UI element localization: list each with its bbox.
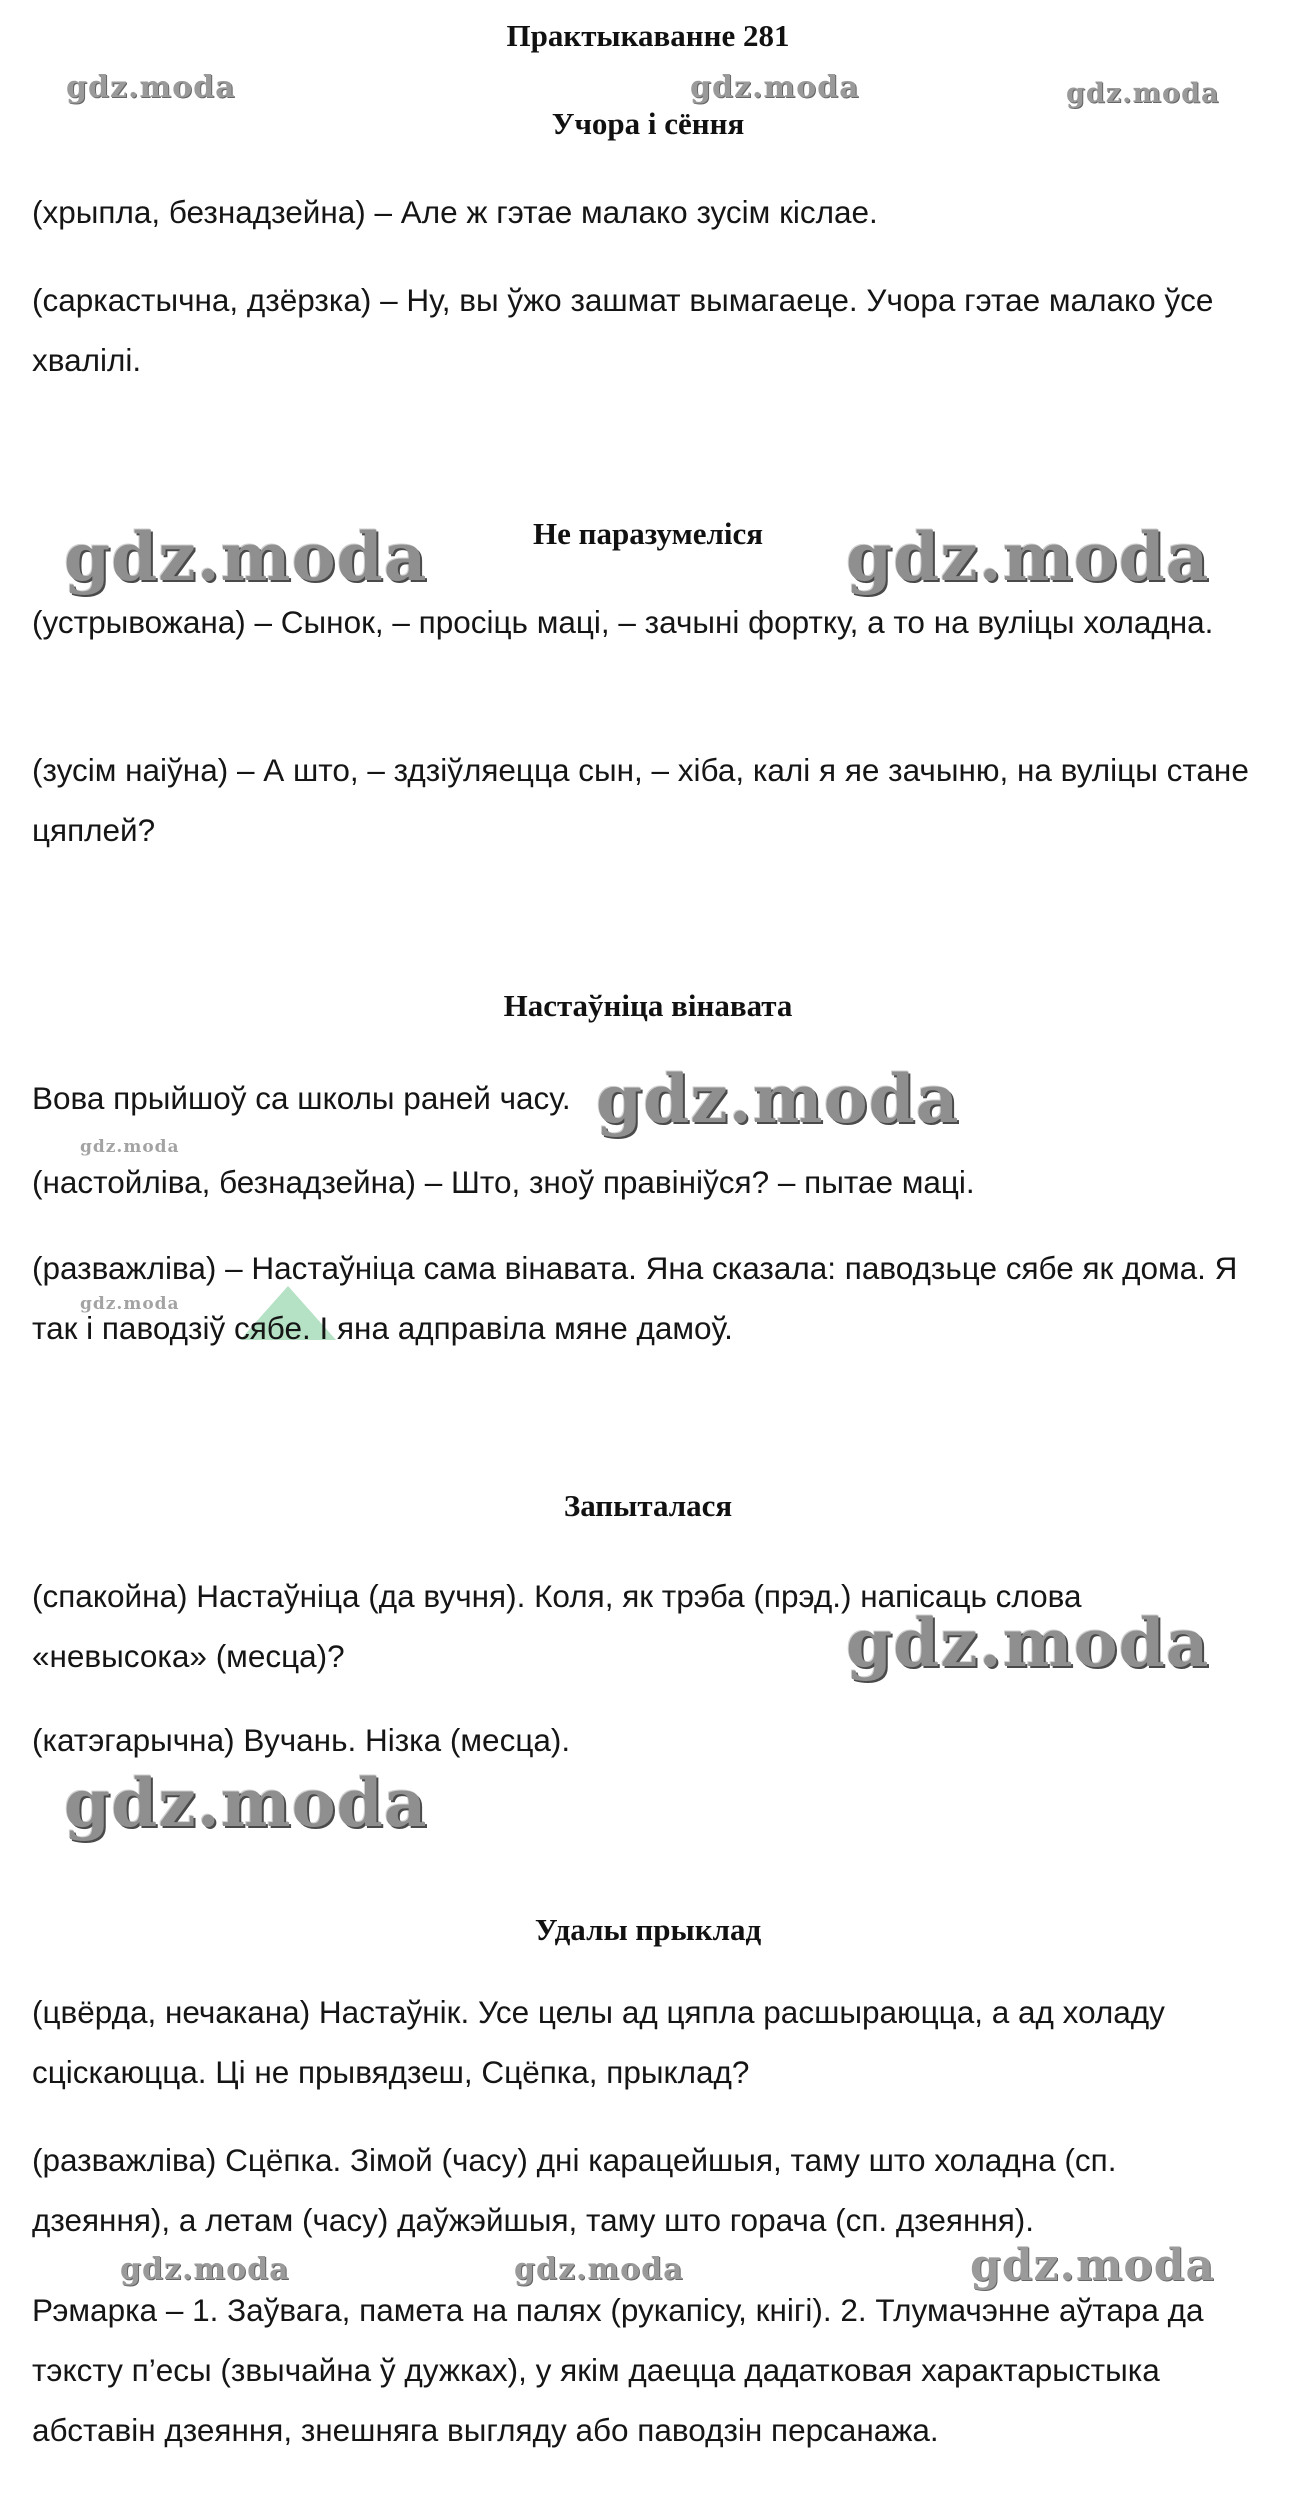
paragraph: (спакойна) Настаўніца (да вучня). Коля, як трэба (прэд.) напісаць слова «невысока» (месца)? [32,1578,1082,1674]
watermark: gdz.moda [846,1604,1210,1682]
paragraph: (настойліва, безнадзейна) – Што, зноў правініўся? – пытае маці. [32,1164,975,1200]
paragraph: (устрывожана) – Сынок, – просіць маці, – зачыні фортку, а то на вуліцы холадна. [32,604,1214,640]
watermark: gdz.moda [690,70,860,105]
paragraph: (саркастычна, дзёрзка) – Ну, вы ўжо зашмат вымагаеце. Учора гэтае малако ўсе хвалілі. [32,282,1214,378]
section-heading: Не паразумеліся [532,516,764,551]
watermark: gdz.moda [970,2240,1216,2291]
watermark: gdz.moda [846,518,1210,596]
watermark: gdz.moda [1066,78,1220,109]
watermark: gdz.moda [64,1764,428,1842]
paragraph: (зусім наіўна) – А што, – здзіўляецца сын, – хіба, калі я яе зачыню, на вуліцы стане цяплей? [32,752,1249,848]
watermark: gdz.moda [120,2252,290,2287]
watermark: gdz.moda [80,1294,180,1314]
section-heading: Удалы прыклад [534,1912,762,1947]
watermark: gdz.moda [64,518,428,596]
section-heading: Запыталася [563,1488,733,1523]
paragraph: (катэгарычна) Вучань. Нізка (месца). [32,1722,571,1758]
paragraph: Вова прыйшоў са школы раней часу. [32,1080,571,1116]
watermark: gdz.moda [514,2252,684,2287]
watermark: gdz.moda [66,70,236,105]
section-heading: Учора і сёння [551,106,745,141]
paragraph: (хрыпла, безнадзейна) – Але ж гэтае малако зусім кіслае. [32,194,878,230]
paragraph: Рэмарка – 1. Заўвага, памета на палях (рукапісу, кнігі). 2. Тлумачэнне аўтара да тэксту п’есы (звычайна ў дужках), у якім даецца дадатковая характарыстыка абставін дзеяння, знешняга выгляду або паводзін персанажа. [32,2292,1204,2448]
paragraph: (цвёрда, нечакана) Настаўнік. Усе целы ад цяпла расшыраюцца, а ад холаду сціскаюцца. Ці не прывядзеш, Сцёпка, прыклад? [32,1994,1165,2090]
paragraph: (разважліва) Сцёпка. Зімой (часу) дні карацейшыя, таму што холадна (сп. дзеяння), а летам (часу) даўжэйшыя, таму што горача (сп. дзеяння). [32,2142,1117,2238]
section-heading: Настаўніца вінавата [503,988,793,1023]
watermark: gdz.moda [80,1137,180,1157]
page-title: Практыкаванне 281 [506,18,790,53]
watermark: gdz.moda [596,1060,960,1138]
paragraph: (разважліва) – Настаўніца сама вінавата. Яна сказала: паводзьце сябе як дома. Я так і паводзіў сябе. І яна адправіла мяне дамоў. [32,1250,1238,1346]
